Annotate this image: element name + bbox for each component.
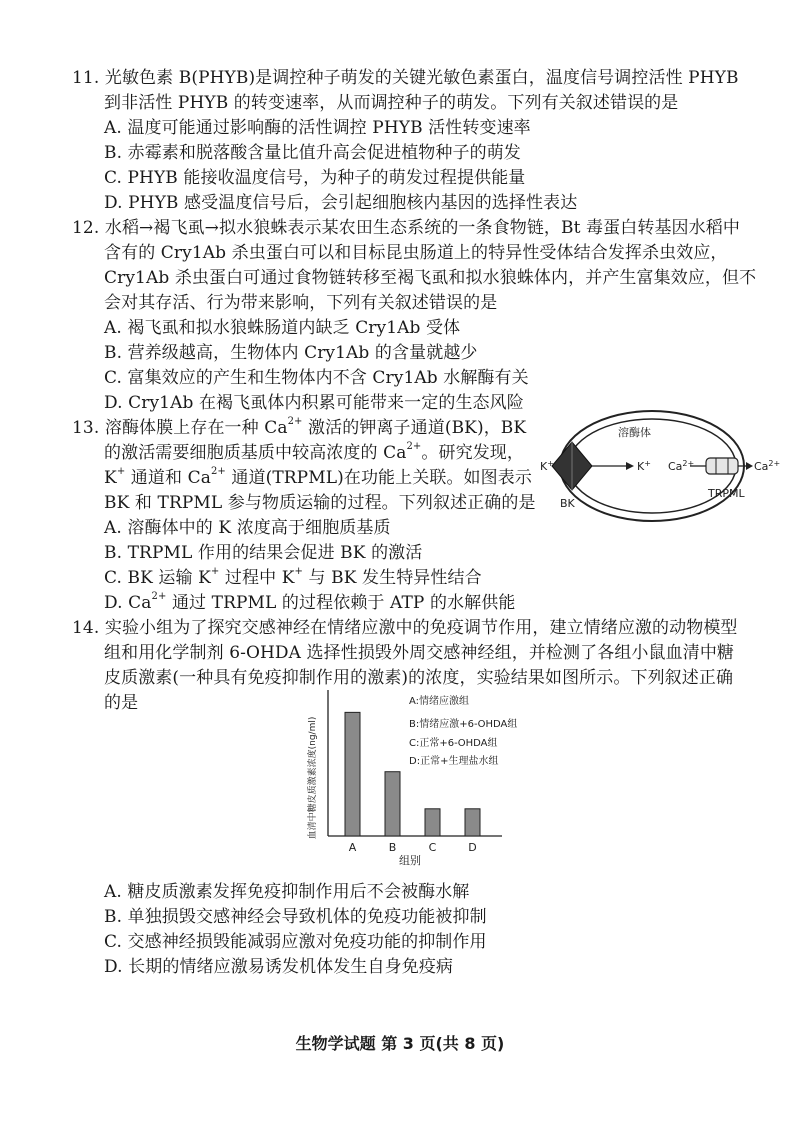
lysosome-diagram: [540, 406, 780, 526]
q13-stem-line-3: K+ 通道和 $Ca^{2+}$ 通道(TRPML)在功能上关联。如图表示: [104, 466, 532, 488]
bar-b: [385, 772, 400, 836]
k-flow-arrowhead: [626, 462, 634, 470]
q13-option-c: C. BK 运输 K+ 过程中 K+ 与 BK 发生特异性结合: [104, 566, 482, 588]
q12-option-d: D. Cry1Ab 在褐飞虱体内积累可能带来一定的生态风险: [104, 393, 524, 413]
q14-option-d: D. 长期的情绪应激易诱发机体发生自身免疫病: [104, 957, 454, 977]
q11-stem-line-2: 到非活性 PHYB 的转变速率，从而调控种子的萌发。下列有关叙述错误的是: [104, 93, 679, 113]
q12-option-b: B. 营养级越高，生物体内 Cry1Ab 的含量就越少: [104, 343, 478, 363]
q11-stem-line-1: 11. 光敏色素 B(PHYB)是调控种子萌发的关键光敏色素蛋白，温度信号调控活性 PHYB: [72, 68, 739, 88]
q13-stem-line-4: BK 和 TRPML 参与物质运输的过程。下列叙述正确的是: [104, 493, 536, 513]
q11-option-a: A. 温度可能通过影响酶的活性调控 PHYB 活性转变速率: [104, 118, 531, 138]
q14-option-a: A. 糖皮质激素发挥免疫抑制作用后不会被酶水解: [104, 882, 470, 902]
q14-option-b: B. 单独损毁交感神经会导致机体的免疫功能被抑制: [104, 907, 487, 927]
q11-option-c: C. PHYB 能接收温度信号，为种子的萌发过程提供能量: [104, 168, 526, 188]
k-ion-outside-label: K+: [540, 459, 554, 473]
bk-label: BK: [560, 497, 575, 510]
q12-option-c: C. 富集效应的产生和生物体内不含 Cry1Ab 水解酶有关: [104, 368, 529, 388]
bar-a: [345, 712, 360, 836]
bar-d: [465, 809, 480, 836]
q13-option-b: B. TRPML 作用的结果会促进 BK 的激活: [104, 543, 423, 563]
q13-stem-line-2: 的激活需要细胞质基质中较高浓度的 $Ca^{2+}$。研究发现，: [104, 441, 525, 463]
q14-stem-line-2: 组和用化学制剂 6-OHDA 选择性损毁外周交感神经组，并检测了各组小鼠血清中糖: [104, 643, 735, 663]
q14-stem-line-1: 14. 实验小组为了探究交感神经在情绪应激中的免疫调节作用，建立情绪应激的动物模型: [72, 618, 738, 638]
q12-stem-line-1: 12. 水稻→褐飞虱→拟水狼蛛表示某农田生态系统的一条食物链，Bt 毒蛋白转基因水稻中: [72, 218, 740, 238]
q13-option-a: A. 溶酶体中的 K 浓度高于细胞质基质: [104, 518, 391, 538]
trpml-channel-icon: [706, 458, 738, 474]
x-tick-b: B: [388, 841, 397, 854]
q13-option-d: D. $Ca^{2+}$ 通过 TRPML 的过程依赖于 ATP 的水解供能: [104, 591, 516, 613]
page-footer: 生物学试题 第 3 页(共 8 页): [295, 1034, 505, 1053]
chart-y-axis-label: 血清中糖皮质激素浓度(ng/ml): [308, 716, 318, 840]
q14-stem-line-4: 的是: [104, 693, 139, 713]
q14-option-c: C. 交感神经损毁能减弱应激对免疫功能的抑制作用: [104, 932, 487, 952]
q12-stem-line-4: 会对其存活、行为带来影响，下列有关叙述错误的是: [104, 293, 498, 313]
legend-entry-b: B:情绪应激+6-OHDA组: [409, 719, 518, 730]
q12-stem-line-3: Cry1Ab 杀虫蛋白可通过食物链转移至褐飞虱和拟水狼蛛体内，并产生富集效应，但不: [104, 268, 757, 288]
ca-flow-arrowhead: [746, 462, 753, 470]
q11-option-d: D. PHYB 感受温度信号后，会引起细胞核内基因的选择性表达: [104, 193, 578, 213]
q11-option-b: B. 赤霉素和脱落酸含量比值升高会促进植物种子的萌发: [104, 143, 521, 163]
ca-ion-inside-label: $Ca^{2+}$: [668, 459, 695, 473]
x-tick-c: C: [428, 841, 437, 854]
x-tick-a: A: [348, 841, 357, 854]
legend-entry-d: D:正常+生理盐水组: [409, 756, 499, 767]
chart-x-axis-label: 组别: [399, 854, 421, 867]
lysosome-label: 溶酶体: [618, 426, 651, 439]
legend-entry-c: C:正常+6-OHDA组: [409, 738, 498, 749]
q13-stem-line-1: 13. 溶酶体膜上存在一种 $Ca^{2+}$ 激活的钾离子通道(BK)，BK: [72, 416, 527, 438]
trpml-label: TRPML: [708, 487, 745, 500]
x-tick-d: D: [468, 841, 477, 854]
chart-legend: [409, 694, 517, 767]
q12-option-a: A. 褐飞虱和拟水狼蛛肠道内缺乏 Cry1Ab 受体: [104, 318, 461, 338]
q14-stem-line-3: 皮质激素(一种具有免疫抑制作用的激素)的浓度，实验结果如图所示。下列叙述正确: [104, 668, 734, 688]
bar-c: [425, 809, 440, 836]
glucocorticoid-bar-chart: [290, 682, 550, 870]
legend-entry-a: A:情绪应激组: [409, 696, 470, 707]
k-ion-inside-label: K+: [637, 459, 651, 473]
q12-stem-line-2: 含有的 Cry1Ab 杀虫蛋白可以和目标昆虫肠道上的特异性受体结合发挥杀虫效应，: [104, 243, 728, 263]
ca-ion-outside-label: $Ca^{2+}$: [754, 459, 780, 473]
